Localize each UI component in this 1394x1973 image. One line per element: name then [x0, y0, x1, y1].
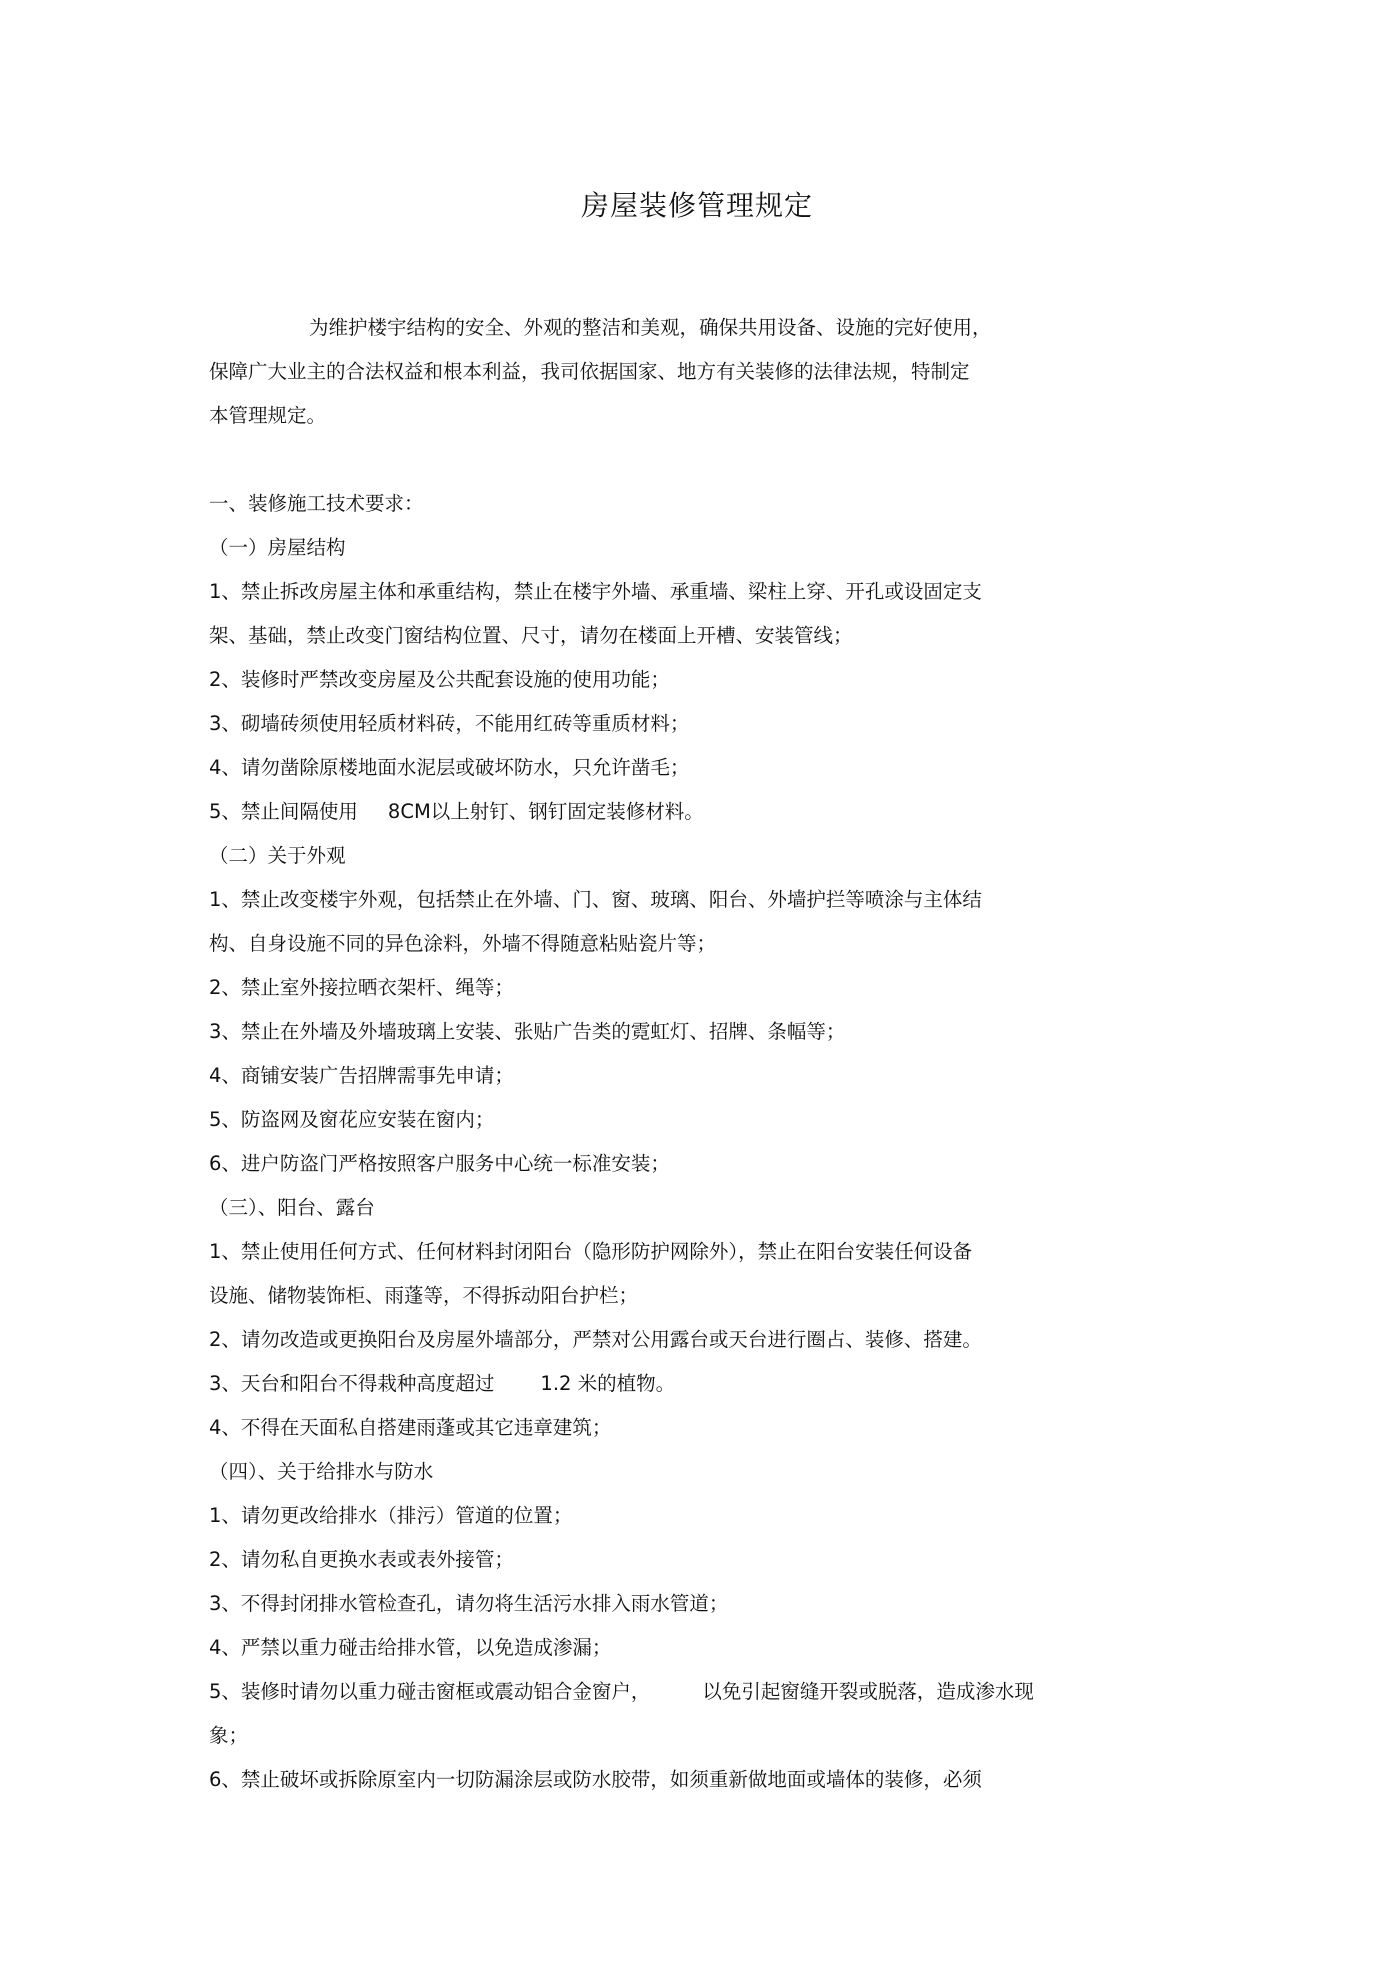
document-title: 房屋装修管理规定	[580, 189, 813, 222]
rule-line: 2、请勿私自更换水表或表外接管；	[209, 1548, 514, 1571]
rule-line: 4、请勿凿除原楼地面水泥层或破坏防水，只允许凿毛；	[209, 756, 690, 779]
rule-line: 2、请勿改造或更换阳台及房屋外墙部分，严禁对公用露台或天台进行圈占、装修、搭建。	[209, 1328, 982, 1351]
rule-line-part: 5、禁止间隔使用	[209, 800, 358, 823]
rule-line: 3、不得封闭排水管检查孔，请勿将生活污水排入雨水管道；	[209, 1592, 729, 1615]
rule-line: 4、严禁以重力碰击给排水管，以免造成渗漏；	[209, 1636, 612, 1659]
intro-line: 为维护楼宇结构的安全、外观的整洁和美观，确保共用设备、设施的完好使用，	[309, 316, 992, 339]
rule-line-part: 5、装修时请勿以重力碰击窗框或震动铝合金窗户，	[209, 1680, 651, 1703]
rule-line	[209, 1670, 1169, 1714]
paragraph-gap	[209, 438, 1169, 482]
subsection-heading: （一）房屋结构	[209, 536, 346, 559]
rule-line: 1、禁止使用任何方式、任何材料封闭阳台（隐形防护网除外），禁止在阳台安装任何设备	[209, 1240, 973, 1263]
section-heading: 一、装修施工技术要求：	[209, 492, 424, 515]
subsection-heading: （四）、关于给排水与防水	[209, 1460, 434, 1483]
rule-line: 设施、储物装饰柜、雨蓬等，不得拆动阳台护栏；	[209, 1284, 639, 1307]
rule-line: 架、基础，禁止改变门窗结构位置、尺寸，请勿在楼面上开槽、安装管线；	[209, 624, 853, 647]
rule-line: 2、禁止室外接拉晒衣架杆、绳等；	[209, 976, 514, 999]
rule-line-part: 以免引起窗缝开裂或脱落，造成渗水现	[702, 1680, 1034, 1703]
rule-line: 3、砌墙砖须使用轻质材料砖，不能用红砖等重质材料；	[209, 712, 690, 735]
rule-line: 6、禁止破坏或拆除原室内一切防漏涂层或防水胶带，如须重新做地面或墙体的装修，必须	[209, 1768, 982, 1791]
intro-line: 保障广大业主的合法权益和根本利益，我司依据国家、地方有关装修的法律法规，特制定	[209, 360, 970, 383]
rule-line: 1、请勿更改给排水（排污）管道的位置；	[209, 1504, 573, 1527]
rule-line	[209, 1362, 1169, 1406]
rule-line: 5、防盗网及窗花应安装在窗内；	[209, 1108, 495, 1131]
subsection-heading: （三）、阳台、露台	[209, 1196, 375, 1219]
rule-line-part: 3、天台和阳台不得栽种高度超过	[209, 1372, 495, 1395]
rule-line: 4、商铺安装广告招牌需事先申请；	[209, 1064, 514, 1087]
rule-line: 象；	[209, 1724, 249, 1747]
rule-line: 4、不得在天面私自搭建雨蓬或其它违章建筑；	[209, 1416, 612, 1439]
rule-line: 2、装修时严禁改变房屋及公共配套设施的使用功能；	[209, 668, 670, 691]
subsection-heading: （二）关于外观	[209, 844, 346, 867]
rule-line: 3、禁止在外墙及外墙玻璃上安装、张贴广告类的霓虹灯、招牌、条幅等；	[209, 1020, 846, 1043]
rule-line-part: 1.2 米的植物。	[540, 1372, 676, 1395]
intro-line: 本管理规定。	[209, 404, 327, 427]
rule-line	[209, 790, 1169, 834]
rule-line: 1、禁止改变楼宇外观，包括禁止在外墙、门、窗、玻璃、阳台、外墙护拦等喷涂与主体结	[209, 888, 982, 911]
document-body	[209, 306, 1169, 1802]
rule-line: 构、自身设施不同的异色涂料，外墙不得随意粘贴瓷片等；	[209, 932, 717, 955]
rule-line: 6、进户防盗门严格按照客户服务中心统一标准安装；	[209, 1152, 670, 1175]
rule-line: 1、禁止拆改房屋主体和承重结构，禁止在楼宇外墙、承重墙、梁柱上穿、开孔或设固定支	[209, 580, 982, 603]
rule-line-part: 8CM以上射钉、钢钉固定装修材料。	[387, 800, 704, 823]
